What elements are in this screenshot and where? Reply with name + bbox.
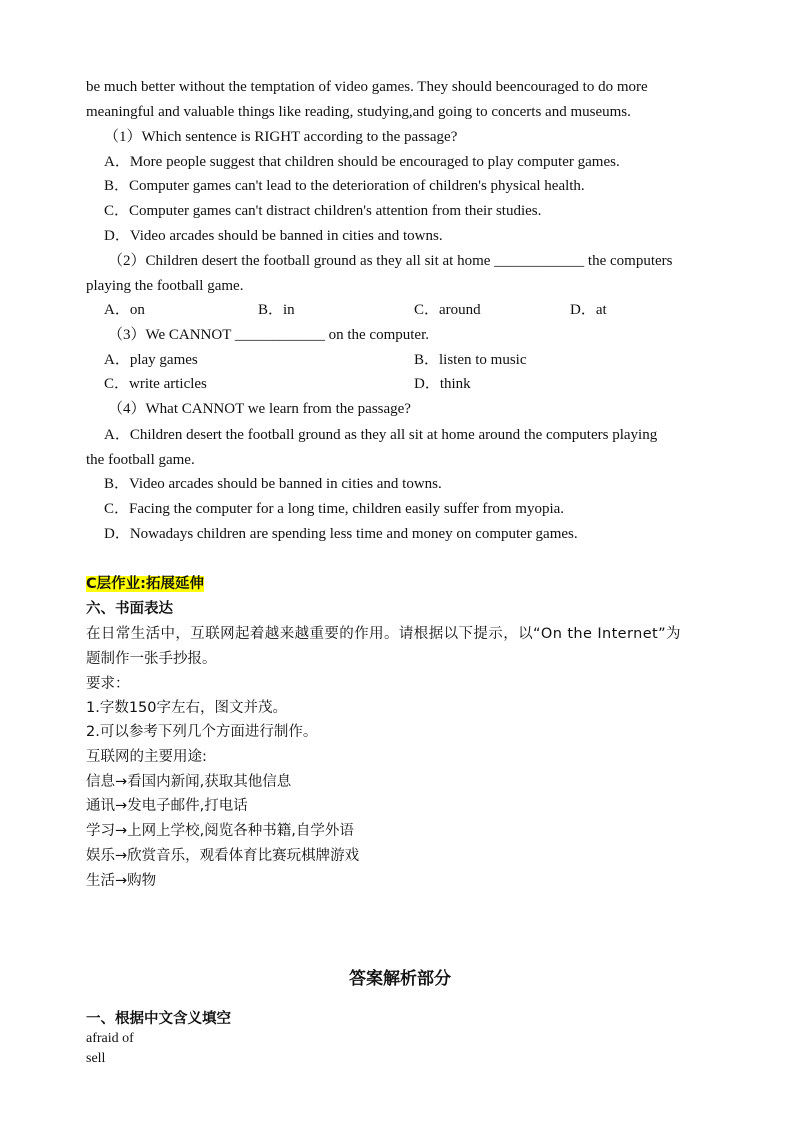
answers-section-1: 一、根据中文含义填空 xyxy=(86,1011,231,1027)
question-3-option-d: D．think xyxy=(414,376,471,392)
use-item-entertainment: 娱乐→欣赏音乐，观看体育比赛玩棋牌游戏 xyxy=(86,848,360,864)
question-2-option-d: D．at xyxy=(570,302,607,318)
use-item-info: 信息→看国内新闻,获取其他信息 xyxy=(86,774,292,790)
use-item-communication: 通讯→发电子邮件,打电话 xyxy=(86,798,248,814)
question-4-option-c: C．Facing the computer for a long time, children easily suffer from myopia. xyxy=(104,501,565,517)
uses-heading: 互联网的主要用途: xyxy=(86,749,207,765)
question-3-stem: （3）We CANNOT ____________ on the computer. xyxy=(108,327,429,343)
writing-heading: 六、书面表达 xyxy=(86,601,173,617)
question-2-stem: （2）Children desert the football ground as they all sit at home ____________ the computers xyxy=(108,253,673,269)
answer-2: sell xyxy=(86,1051,106,1066)
question-2-option-a: A．on xyxy=(104,302,145,318)
passage-line: meaningful and valuable things like reading, studying,and going to concerts and museums. xyxy=(86,104,631,120)
question-3-option-b: B．listen to music xyxy=(414,352,527,368)
question-1-option-b: B．Computer games can't lead to the deterioration of children's physical health. xyxy=(104,178,585,194)
question-4-option-d: D．Nowadays children are spending less time and money on computer games. xyxy=(104,526,578,542)
section-c-label xyxy=(86,574,204,594)
question-2-option-b: B．in xyxy=(258,302,295,318)
requirement-2: 2.可以参考下列几个方面进行制作。 xyxy=(86,724,318,740)
question-2-stem-cont: playing the football game. xyxy=(86,278,244,294)
question-2-option-c: C．around xyxy=(414,302,481,318)
writing-intro-cont: 题制作一张手抄报。 xyxy=(86,651,217,667)
question-4-option-a-cont: the football game. xyxy=(86,452,195,468)
question-3-option-a: A．play games xyxy=(104,352,198,368)
writing-intro: 在日常生活中，互联网起着越来越重要的作用。请根据以下提示，以“On the Internet”为 xyxy=(86,626,681,642)
question-1-option-d: D．Video arcades should be banned in cities and towns. xyxy=(104,228,443,244)
use-item-life: 生活→购物 xyxy=(86,873,157,889)
requirements-label: 要求： xyxy=(86,676,130,692)
use-item-study: 学习→上网上学校,阅览各种书籍,自学外语 xyxy=(86,823,354,839)
question-1-option-c: C．Computer games can't distract children's attention from their studies. xyxy=(104,203,542,219)
answer-1: afraid of xyxy=(86,1031,134,1046)
requirement-1: 1.字数150字左右，图文并茂。 xyxy=(86,700,288,716)
question-3-option-c: C．write articles xyxy=(104,376,207,392)
question-4-option-b: B．Video arcades should be banned in cities and towns. xyxy=(104,476,442,492)
section-c-highlight: C层作业:拓展延伸 xyxy=(86,576,204,592)
question-1-stem: （1）Which sentence is RIGHT according to the passage? xyxy=(104,129,458,145)
question-1-option-a: A．More people suggest that children should be encouraged to play computer games. xyxy=(104,154,620,170)
answers-title: 答案解析部分 xyxy=(349,969,451,989)
passage-line: be much better without the temptation of video games. They should beencouraged to do more xyxy=(86,79,648,95)
question-4-option-a: A．Children desert the football ground as they all sit at home around the computers playing xyxy=(104,427,658,443)
question-4-stem: （4）What CANNOT we learn from the passage? xyxy=(108,401,411,417)
